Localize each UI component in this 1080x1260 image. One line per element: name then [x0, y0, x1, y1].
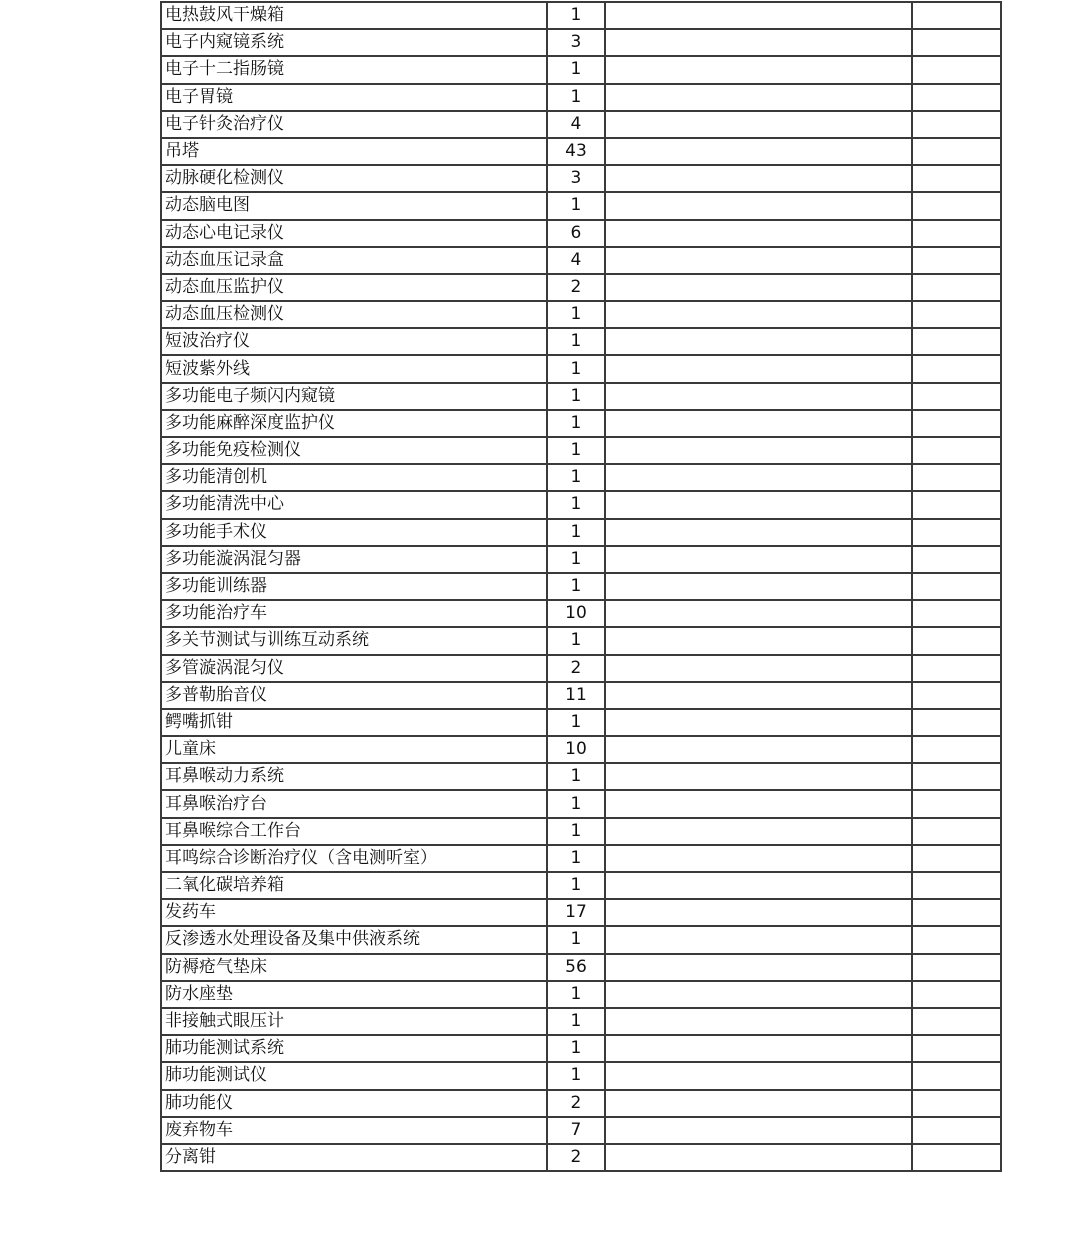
equipment-name-cell: 动态脑电图 — [161, 192, 547, 219]
empty-cell — [605, 464, 911, 491]
equipment-name-cell: 防水座垫 — [161, 981, 547, 1008]
table-row — [161, 328, 1001, 355]
table-row — [161, 573, 1001, 600]
empty-cell — [912, 355, 1001, 382]
empty-cell — [605, 736, 911, 763]
quantity-cell: 10 — [547, 600, 605, 627]
equipment-name-cell: 电热鼓风干燥箱 — [161, 2, 547, 29]
empty-cell — [912, 1035, 1001, 1062]
table-row — [161, 274, 1001, 301]
empty-cell — [605, 220, 911, 247]
table-row — [161, 165, 1001, 192]
equipment-name-cell: 废弃物车 — [161, 1117, 547, 1144]
equipment-name-cell: 电子内窥镜系统 — [161, 29, 547, 56]
equipment-name-cell: 分离钳 — [161, 1144, 547, 1171]
empty-cell — [605, 56, 911, 83]
equipment-name-cell: 非接触式眼压计 — [161, 1008, 547, 1035]
quantity-cell: 2 — [547, 655, 605, 682]
quantity-cell: 1 — [547, 573, 605, 600]
table-row — [161, 1090, 1001, 1117]
empty-cell — [912, 1117, 1001, 1144]
empty-cell — [912, 29, 1001, 56]
quantity-cell: 1 — [547, 2, 605, 29]
empty-cell — [912, 111, 1001, 138]
table-row — [161, 981, 1001, 1008]
empty-cell — [605, 1008, 911, 1035]
empty-cell — [912, 1062, 1001, 1089]
table-row — [161, 1144, 1001, 1171]
table-row — [161, 818, 1001, 845]
table-row — [161, 84, 1001, 111]
table-row — [161, 2, 1001, 29]
empty-cell — [605, 410, 911, 437]
table-row — [161, 464, 1001, 491]
empty-cell — [912, 2, 1001, 29]
table-row — [161, 111, 1001, 138]
empty-cell — [912, 954, 1001, 981]
empty-cell — [605, 192, 911, 219]
table-row — [161, 600, 1001, 627]
empty-cell — [605, 165, 911, 192]
quantity-cell: 1 — [547, 410, 605, 437]
equipment-name-cell: 发药车 — [161, 899, 547, 926]
empty-cell — [912, 491, 1001, 518]
empty-cell — [912, 274, 1001, 301]
empty-cell — [912, 790, 1001, 817]
empty-cell — [605, 247, 911, 274]
empty-cell — [605, 1144, 911, 1171]
empty-cell — [605, 981, 911, 1008]
quantity-cell: 43 — [547, 138, 605, 165]
equipment-name-cell: 多关节测试与训练互动系统 — [161, 627, 547, 654]
table-row — [161, 1117, 1001, 1144]
equipment-name-cell: 电子胃镜 — [161, 84, 547, 111]
equipment-name-cell: 耳鼻喉动力系统 — [161, 763, 547, 790]
table-row — [161, 763, 1001, 790]
table-row — [161, 220, 1001, 247]
table-row — [161, 899, 1001, 926]
quantity-cell: 1 — [547, 818, 605, 845]
table-row — [161, 29, 1001, 56]
equipment-name-cell: 短波紫外线 — [161, 355, 547, 382]
empty-cell — [912, 655, 1001, 682]
equipment-name-cell: 肺功能测试仪 — [161, 1062, 547, 1089]
table-row — [161, 192, 1001, 219]
empty-cell — [912, 383, 1001, 410]
empty-cell — [605, 1035, 911, 1062]
quantity-cell: 1 — [547, 464, 605, 491]
empty-cell — [605, 29, 911, 56]
empty-cell — [605, 926, 911, 953]
empty-cell — [912, 845, 1001, 872]
table-row — [161, 790, 1001, 817]
equipment-name-cell: 动态血压检测仪 — [161, 301, 547, 328]
equipment-name-cell: 肺功能测试系统 — [161, 1035, 547, 1062]
empty-cell — [912, 546, 1001, 573]
table-row — [161, 1062, 1001, 1089]
quantity-cell: 1 — [547, 328, 605, 355]
quantity-cell: 1 — [547, 355, 605, 382]
quantity-cell: 3 — [547, 165, 605, 192]
table-row — [161, 845, 1001, 872]
empty-cell — [912, 818, 1001, 845]
empty-cell — [912, 220, 1001, 247]
equipment-name-cell: 二氧化碳培养箱 — [161, 872, 547, 899]
equipment-name-cell: 鳄嘴抓钳 — [161, 709, 547, 736]
table-row — [161, 519, 1001, 546]
quantity-cell: 1 — [547, 981, 605, 1008]
equipment-name-cell: 吊塔 — [161, 138, 547, 165]
equipment-name-cell: 动态心电记录仪 — [161, 220, 547, 247]
table-row — [161, 682, 1001, 709]
empty-cell — [912, 437, 1001, 464]
empty-cell — [912, 301, 1001, 328]
equipment-name-cell: 耳鼻喉治疗台 — [161, 790, 547, 817]
empty-cell — [912, 519, 1001, 546]
empty-cell — [605, 899, 911, 926]
empty-cell — [605, 111, 911, 138]
equipment-name-cell: 多功能漩涡混匀器 — [161, 546, 547, 573]
quantity-cell: 2 — [547, 1144, 605, 1171]
empty-cell — [605, 872, 911, 899]
empty-cell — [605, 1117, 911, 1144]
empty-cell — [912, 138, 1001, 165]
quantity-cell: 1 — [547, 763, 605, 790]
quantity-cell: 11 — [547, 682, 605, 709]
quantity-cell: 1 — [547, 84, 605, 111]
empty-cell — [912, 56, 1001, 83]
table-row — [161, 1008, 1001, 1035]
quantity-cell: 56 — [547, 954, 605, 981]
table-row — [161, 247, 1001, 274]
equipment-name-cell: 多功能训练器 — [161, 573, 547, 600]
empty-cell — [605, 491, 911, 518]
quantity-cell: 1 — [547, 301, 605, 328]
empty-cell — [605, 519, 911, 546]
quantity-cell: 4 — [547, 247, 605, 274]
table-row — [161, 1035, 1001, 1062]
quantity-cell: 1 — [547, 1035, 605, 1062]
empty-cell — [912, 573, 1001, 600]
table-row — [161, 301, 1001, 328]
table-row — [161, 383, 1001, 410]
quantity-cell: 1 — [547, 192, 605, 219]
empty-cell — [605, 655, 911, 682]
empty-cell — [605, 138, 911, 165]
equipment-name-cell: 电子十二指肠镜 — [161, 56, 547, 83]
empty-cell — [912, 165, 1001, 192]
empty-cell — [605, 763, 911, 790]
quantity-cell: 1 — [547, 627, 605, 654]
empty-cell — [605, 84, 911, 111]
table-row — [161, 546, 1001, 573]
equipment-name-cell: 耳鸣综合诊断治疗仪（含电测听室） — [161, 845, 547, 872]
equipment-name-cell: 电子针灸治疗仪 — [161, 111, 547, 138]
empty-cell — [912, 1008, 1001, 1035]
empty-cell — [912, 410, 1001, 437]
quantity-cell: 1 — [547, 546, 605, 573]
empty-cell — [605, 546, 911, 573]
empty-cell — [605, 627, 911, 654]
quantity-cell: 1 — [547, 1008, 605, 1035]
equipment-name-cell: 多管漩涡混匀仪 — [161, 655, 547, 682]
equipment-name-cell: 多功能电子频闪内窥镜 — [161, 383, 547, 410]
table-row — [161, 954, 1001, 981]
quantity-cell: 2 — [547, 274, 605, 301]
quantity-cell: 1 — [547, 1062, 605, 1089]
quantity-cell: 1 — [547, 491, 605, 518]
quantity-cell: 1 — [547, 790, 605, 817]
empty-cell — [605, 709, 911, 736]
quantity-cell: 10 — [547, 736, 605, 763]
empty-cell — [912, 981, 1001, 1008]
quantity-cell: 1 — [547, 872, 605, 899]
equipment-table — [160, 1, 1002, 1172]
equipment-name-cell: 动脉硬化检测仪 — [161, 165, 547, 192]
empty-cell — [912, 763, 1001, 790]
empty-cell — [605, 818, 911, 845]
empty-cell — [912, 872, 1001, 899]
table-row — [161, 491, 1001, 518]
empty-cell — [912, 627, 1001, 654]
empty-cell — [912, 247, 1001, 274]
empty-cell — [912, 600, 1001, 627]
equipment-name-cell: 多普勒胎音仪 — [161, 682, 547, 709]
empty-cell — [605, 301, 911, 328]
quantity-cell: 3 — [547, 29, 605, 56]
equipment-name-cell: 肺功能仪 — [161, 1090, 547, 1117]
empty-cell — [912, 192, 1001, 219]
empty-cell — [605, 355, 911, 382]
table-row — [161, 709, 1001, 736]
equipment-name-cell: 反渗透水处理设备及集中供液系统 — [161, 926, 547, 953]
equipment-name-cell: 动态血压监护仪 — [161, 274, 547, 301]
quantity-cell: 6 — [547, 220, 605, 247]
table-row — [161, 355, 1001, 382]
quantity-cell: 17 — [547, 899, 605, 926]
quantity-cell: 1 — [547, 56, 605, 83]
equipment-table-body — [161, 2, 1001, 1171]
empty-cell — [912, 1090, 1001, 1117]
equipment-name-cell: 多功能清创机 — [161, 464, 547, 491]
equipment-name-cell: 多功能麻醉深度监护仪 — [161, 410, 547, 437]
empty-cell — [605, 328, 911, 355]
equipment-name-cell: 动态血压记录盒 — [161, 247, 547, 274]
empty-cell — [912, 464, 1001, 491]
equipment-name-cell: 多功能治疗车 — [161, 600, 547, 627]
table-row — [161, 410, 1001, 437]
empty-cell — [912, 926, 1001, 953]
quantity-cell: 1 — [547, 845, 605, 872]
table-row — [161, 627, 1001, 654]
empty-cell — [605, 682, 911, 709]
table-row — [161, 655, 1001, 682]
table-row — [161, 736, 1001, 763]
quantity-cell: 1 — [547, 926, 605, 953]
equipment-name-cell: 防褥疮气垫床 — [161, 954, 547, 981]
empty-cell — [605, 274, 911, 301]
table-row — [161, 926, 1001, 953]
table-row — [161, 872, 1001, 899]
table-row — [161, 56, 1001, 83]
empty-cell — [912, 709, 1001, 736]
quantity-cell: 1 — [547, 437, 605, 464]
quantity-cell: 1 — [547, 519, 605, 546]
equipment-name-cell: 儿童床 — [161, 736, 547, 763]
empty-cell — [605, 845, 911, 872]
quantity-cell: 7 — [547, 1117, 605, 1144]
equipment-name-cell: 多功能免疫检测仪 — [161, 437, 547, 464]
equipment-name-cell: 短波治疗仪 — [161, 328, 547, 355]
empty-cell — [605, 1062, 911, 1089]
quantity-cell: 1 — [547, 709, 605, 736]
empty-cell — [912, 84, 1001, 111]
empty-cell — [605, 1090, 911, 1117]
empty-cell — [605, 954, 911, 981]
equipment-name-cell: 多功能清洗中心 — [161, 491, 547, 518]
empty-cell — [912, 1144, 1001, 1171]
empty-cell — [605, 437, 911, 464]
empty-cell — [912, 899, 1001, 926]
table-row — [161, 138, 1001, 165]
empty-cell — [605, 573, 911, 600]
table-row — [161, 437, 1001, 464]
equipment-name-cell: 多功能手术仪 — [161, 519, 547, 546]
quantity-cell: 4 — [547, 111, 605, 138]
empty-cell — [605, 383, 911, 410]
empty-cell — [912, 736, 1001, 763]
empty-cell — [912, 682, 1001, 709]
empty-cell — [912, 328, 1001, 355]
quantity-cell: 1 — [547, 383, 605, 410]
empty-cell — [605, 2, 911, 29]
equipment-name-cell: 耳鼻喉综合工作台 — [161, 818, 547, 845]
empty-cell — [605, 790, 911, 817]
quantity-cell: 2 — [547, 1090, 605, 1117]
empty-cell — [605, 600, 911, 627]
